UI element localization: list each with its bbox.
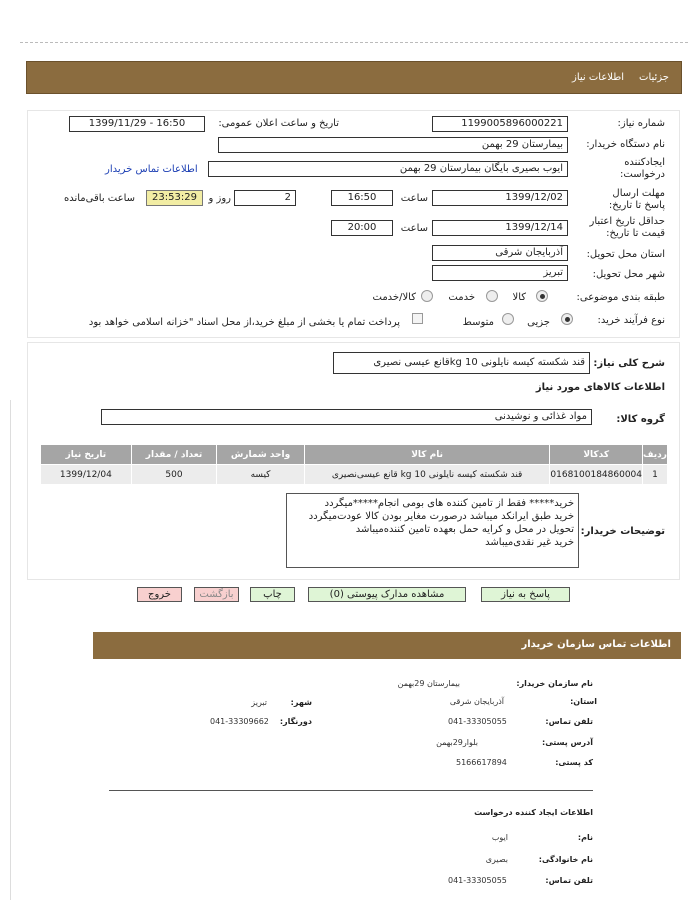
process-label: نوع فرآیند خرید: xyxy=(597,315,665,326)
buyer-label: نام دستگاه خریدار: xyxy=(586,139,665,150)
table-header-row xyxy=(41,445,668,465)
fax-label: دورنگار: xyxy=(279,717,312,726)
buyer-contact-link[interactable]: اطلاعات تماس خریدار xyxy=(105,164,198,175)
validity-time-field: 20:00 xyxy=(331,220,393,236)
city-contact-value: تبریز xyxy=(251,698,267,707)
items-table xyxy=(40,444,668,485)
last-name-label: نام خانوادگی: xyxy=(538,855,593,864)
category-goods-label: کالا xyxy=(512,292,526,303)
category-label: طبقه بندی موضوعی: xyxy=(576,292,665,303)
reply-button[interactable]: پاسخ به نیاز xyxy=(481,587,570,602)
contact-divider xyxy=(109,790,593,791)
process-partial-label: جزیی xyxy=(527,317,550,328)
notes-line: خرید غیر نقدی‌میباشد xyxy=(485,537,574,548)
tab-details[interactable]: جزئیات xyxy=(639,72,669,83)
postal-label: کد پستی: xyxy=(555,758,593,767)
remaining-timer: 23:53:29 xyxy=(146,190,203,206)
top-divider xyxy=(20,42,688,43)
remaining-label: ساعت باقی‌مانده xyxy=(63,193,135,204)
announce-label: تاریخ و ساعت اعلان عمومی: xyxy=(218,118,339,129)
deadline-date-field: 1399/12/02 xyxy=(432,190,568,206)
address-value: بلوار29بهمن xyxy=(436,738,478,747)
address-label: آدرس پستی: xyxy=(542,738,593,747)
days-label: روز و xyxy=(208,193,231,204)
deadline-time-label: ساعت xyxy=(400,193,428,204)
cell-date: 1399/12/04 xyxy=(41,465,132,485)
deadline-time-field: 16:50 xyxy=(331,190,393,206)
process-medium-radio[interactable] xyxy=(502,313,514,325)
days-field: 2 xyxy=(234,190,296,206)
notes-line: خرید***** فقط از تامین کننده های بومی انجام*****میگردد xyxy=(324,498,574,509)
announce-field: 1399/11/29 - 16:50 xyxy=(69,116,205,132)
validity-date-field: 1399/12/14 xyxy=(432,220,568,236)
cell-row-number: 1 xyxy=(643,465,668,485)
col-header-row-number: ردیف xyxy=(643,445,668,465)
notes-box xyxy=(286,493,579,568)
province-field: آذربایجان شرقی xyxy=(432,245,568,261)
first-name-label: نام: xyxy=(577,833,593,842)
left-border-line xyxy=(10,400,11,900)
category-service-radio[interactable] xyxy=(486,290,498,302)
contact-title: اطلاعات تماس سازمان خریدار xyxy=(521,639,671,650)
back-button[interactable]: بازگشت xyxy=(194,587,239,602)
tab-need-info[interactable]: اطلاعات نیاز xyxy=(572,72,624,83)
notes-label: توضیحات خریدار: xyxy=(580,526,665,537)
summary-field: قند شکسته کیسه نایلونی 10 kgقانع عیسی نصیری xyxy=(333,352,590,374)
col-header-name: نام کالا xyxy=(304,445,550,465)
creator-label: ایجادکننده درخواست: xyxy=(620,157,665,180)
summary-label: شرح کلی نیاز: xyxy=(593,358,665,369)
fax-value: 041-33309662 xyxy=(210,717,269,726)
items-heading: اطلاعات کالاهای مورد نیاز xyxy=(535,382,665,393)
cell-quantity: 500 xyxy=(131,465,217,485)
notes-line: خرید طبق ایرانکد میباشد درصورت مغایر بودن کالا عودت‌میگردد xyxy=(308,511,574,522)
col-header-unit: واحد شمارش xyxy=(217,445,305,465)
print-button[interactable]: چاپ xyxy=(250,587,295,602)
exit-button[interactable]: خروج xyxy=(137,587,182,602)
creator-phone-value: 041-33305055 xyxy=(448,876,507,885)
need-number-label: شماره نیاز: xyxy=(617,118,665,129)
cell-unit: کیسه xyxy=(217,465,305,485)
group-label: گروه کالا: xyxy=(616,414,665,425)
category-goods-radio[interactable] xyxy=(536,290,548,302)
treasury-note: پرداخت تمام یا بخشی از مبلغ خرید،از محل اسناد "خزانه اسلامی خواهد بود xyxy=(88,317,400,328)
col-header-date: تاریخ نیاز xyxy=(41,445,132,465)
validity-time-label: ساعت xyxy=(400,223,428,234)
postal-value: 5166617894 xyxy=(456,758,507,767)
deadline-label: مهلت ارسال پاسخ تا تاریخ: xyxy=(608,188,665,211)
city-contact-label: شهر: xyxy=(290,698,312,707)
province-contact-value: آذربایجان شرقی xyxy=(449,697,504,706)
notes-line: تحویل در محل و کرایه حمل بعهده تامین کننده‌میباشد xyxy=(355,524,574,535)
phone-value: 041-33305055 xyxy=(448,717,507,726)
creator-heading: اطلاعات ایجاد کننده درخواست xyxy=(474,808,593,817)
city-field: تبریز xyxy=(432,265,568,281)
category-goods-service-label: کالا/خدمت xyxy=(372,292,416,303)
cell-code: 0168100184860004 xyxy=(550,465,643,485)
province-contact-label: استان: xyxy=(570,697,597,706)
contact-header xyxy=(93,632,681,659)
city-label: شهر محل تحویل: xyxy=(592,269,665,280)
treasury-checkbox[interactable] xyxy=(412,313,423,324)
buyer-field: بیمارستان 29 بهمن xyxy=(218,137,568,153)
first-name-value: ایوب xyxy=(491,833,508,842)
need-number-field: 1199005896000221 xyxy=(432,116,568,132)
validity-label: حداقل تاریخ اعتبار قیمت تا تاریخ: xyxy=(589,216,665,239)
cell-name: قند شکسته کیسه نایلونی 10 kg قانع عیسی‌نصیری xyxy=(304,465,550,485)
table-row xyxy=(41,465,668,485)
category-goods-service-radio[interactable] xyxy=(421,290,433,302)
category-service-label: خدمت xyxy=(448,292,475,303)
process-medium-label: متوسط xyxy=(462,317,494,328)
group-field: مواد غذائی و نوشیدنی xyxy=(101,409,592,425)
col-header-code: کدکالا xyxy=(550,445,643,465)
province-label: استان محل تحویل: xyxy=(586,249,665,260)
org-value: بیمارستان 29بهمن xyxy=(397,679,460,688)
attachments-button[interactable]: مشاهده مدارک پیوستی (0) xyxy=(308,587,466,602)
creator-field: ایوب بصیری بایگان بیمارستان 29 بهمن xyxy=(208,161,568,177)
org-label: نام سازمان خریدار: xyxy=(516,679,593,688)
header-bar xyxy=(26,61,682,94)
col-header-quantity: تعداد / مقدار xyxy=(131,445,217,465)
creator-phone-label: تلفن تماس: xyxy=(545,876,593,885)
last-name-value: بصیری xyxy=(485,855,508,864)
process-partial-radio[interactable] xyxy=(561,313,573,325)
phone-label: تلفن تماس: xyxy=(545,717,593,726)
